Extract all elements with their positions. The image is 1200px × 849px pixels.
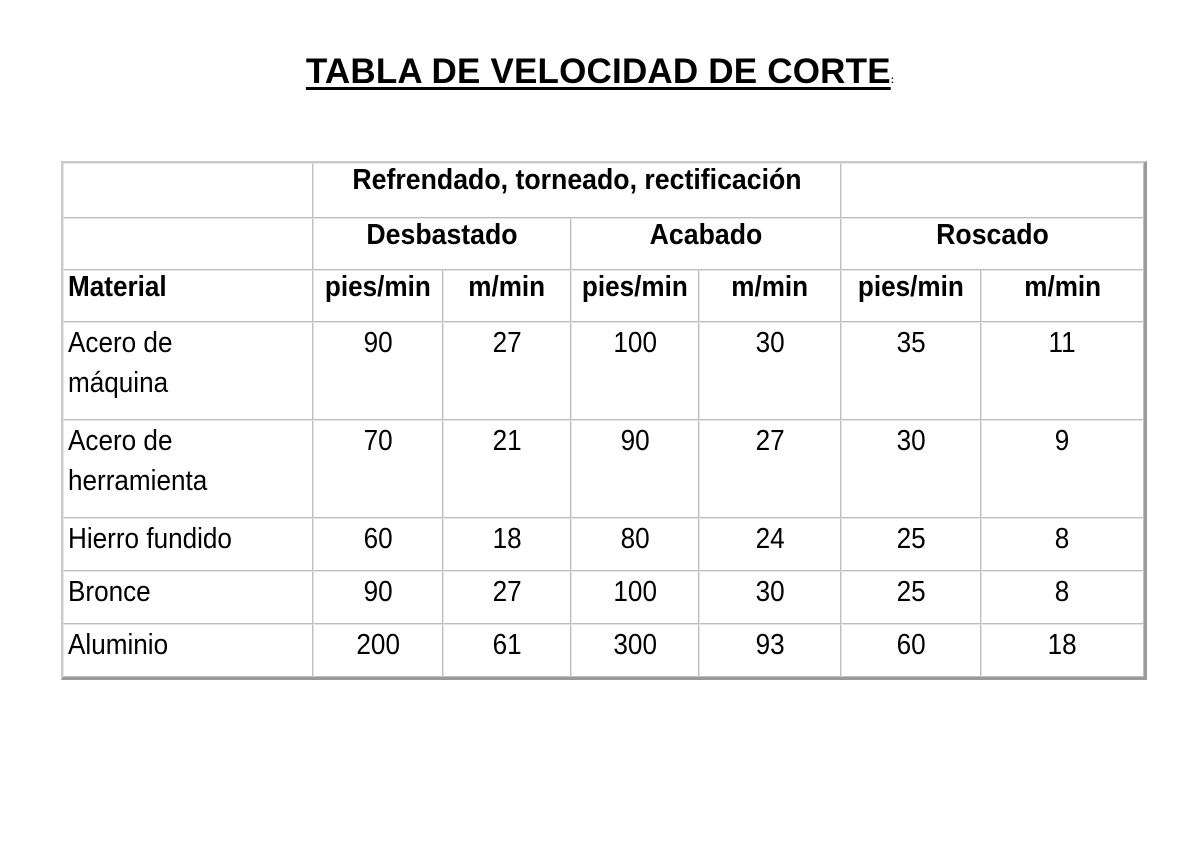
table-row: [63, 518, 1144, 571]
cutting-speed-table: [61, 161, 1147, 680]
value-cell: 11: [981, 322, 1144, 420]
unit-header: m/min: [443, 270, 571, 322]
value-cell: 60: [841, 624, 981, 677]
material-header-cell: [63, 270, 313, 322]
value-cell: 18: [443, 518, 571, 571]
group-header: Refrendado, torneado, rectificación: [352, 164, 802, 196]
value-cell: 18: [981, 624, 1144, 677]
unit-header: m/min: [981, 270, 1144, 322]
subgroup-acabado: Acabado: [571, 218, 841, 270]
value-cell: 100: [571, 322, 699, 420]
subgroup-roscado: Roscado: [841, 218, 1144, 270]
unit-header: pies/min: [313, 270, 443, 322]
value-cell: 25: [841, 518, 981, 571]
value-cell: 25: [841, 571, 981, 624]
unit-header: m/min: [699, 270, 841, 322]
value-cell: 80: [571, 518, 699, 571]
empty-header-cell: [63, 218, 313, 270]
header-row-operation: [63, 163, 1144, 218]
table-row: [63, 420, 1144, 518]
value-cell: 90: [571, 420, 699, 518]
empty-header-cell: [841, 163, 1144, 218]
value-cell: 60: [313, 518, 443, 571]
material-cell: Bronce: [63, 571, 313, 624]
subgroup-desbastado: Desbastado: [313, 218, 571, 270]
value-cell: 9: [981, 420, 1144, 518]
title-colon: :: [890, 75, 895, 86]
material-cell: Acero de herramienta: [63, 420, 313, 518]
table-row: [63, 571, 1144, 624]
unit-header: pies/min: [841, 270, 981, 322]
group-header-cell: [313, 163, 841, 218]
header-row-subgroups: [63, 218, 1144, 270]
value-cell: 30: [699, 571, 841, 624]
value-cell: 30: [841, 420, 981, 518]
value-cell: 93: [699, 624, 841, 677]
value-cell: 30: [699, 322, 841, 420]
material-cell: Hierro fundido: [63, 518, 313, 571]
value-cell: 21: [443, 420, 571, 518]
table-row: [63, 322, 1144, 420]
value-cell: 27: [443, 322, 571, 420]
header-row-units: [63, 270, 1144, 322]
value-cell: 27: [443, 571, 571, 624]
value-cell: 300: [571, 624, 699, 677]
material-cell: Acero de máquina: [63, 322, 313, 420]
unit-header: pies/min: [571, 270, 699, 322]
value-cell: 61: [443, 624, 571, 677]
value-cell: 200: [313, 624, 443, 677]
value-cell: 8: [981, 518, 1144, 571]
material-header: Material: [68, 271, 167, 303]
empty-header-cell: [63, 163, 313, 218]
value-cell: 27: [699, 420, 841, 518]
material-cell: Aluminio: [63, 624, 313, 677]
table-row: [63, 624, 1144, 677]
title-block: [0, 52, 1200, 92]
value-cell: 70: [313, 420, 443, 518]
value-cell: 90: [313, 571, 443, 624]
value-cell: 90: [313, 322, 443, 420]
value-cell: 24: [699, 518, 841, 571]
value-cell: 35: [841, 322, 981, 420]
page-title: TABLA DE VELOCIDAD DE CORTE: [305, 52, 891, 91]
value-cell: 100: [571, 571, 699, 624]
value-cell: 8: [981, 571, 1144, 624]
